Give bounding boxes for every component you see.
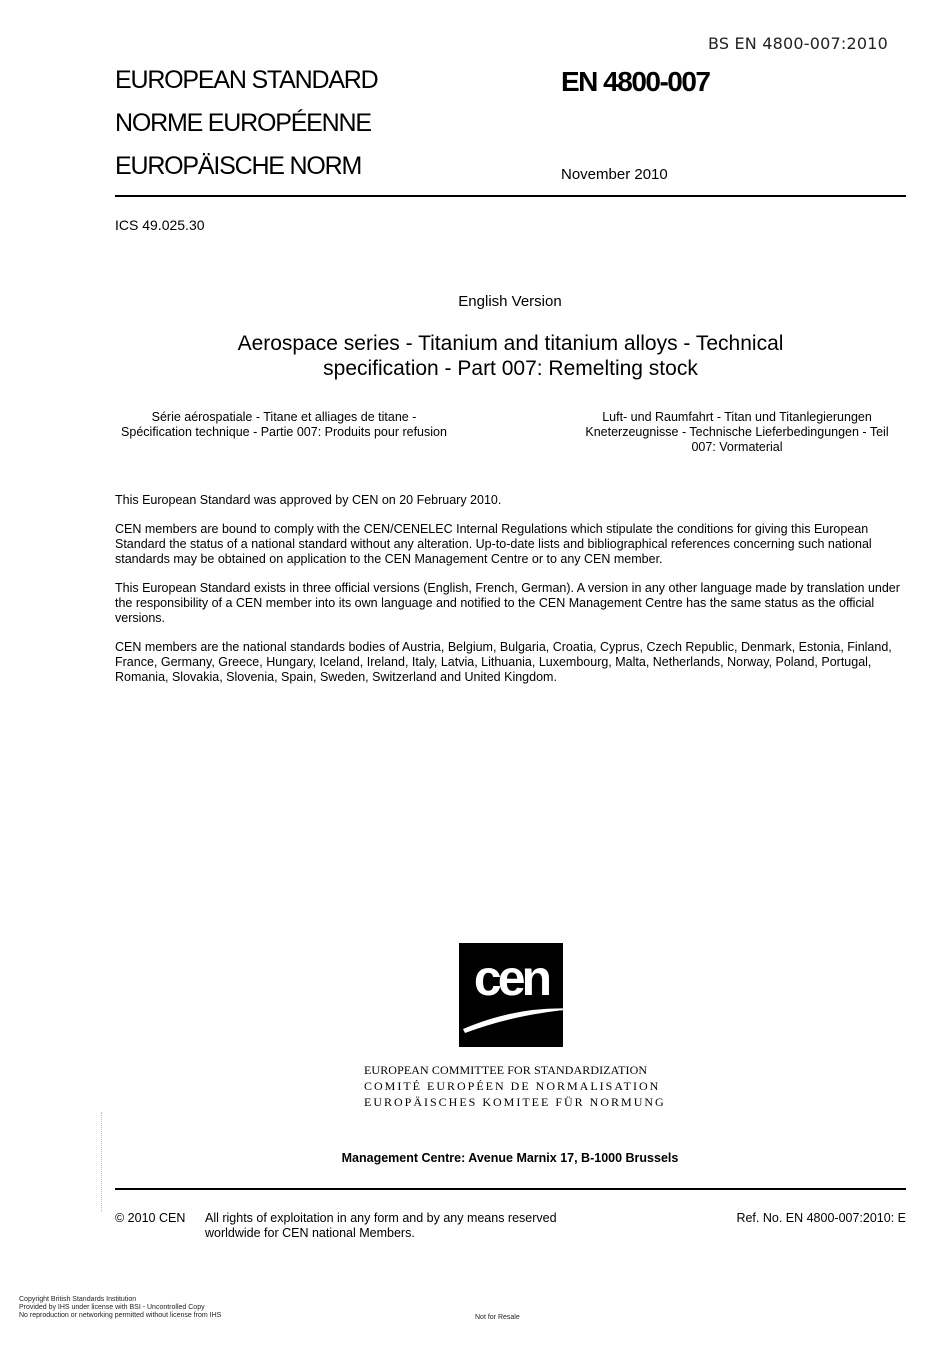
french-title xyxy=(112,410,456,440)
rights-statement xyxy=(205,1211,625,1241)
rights-line: worldwide for CEN national Members. xyxy=(205,1226,415,1240)
footer-line: Provided by IHS under license with BSI - Uncontrolled Copy xyxy=(19,1304,205,1311)
compliance-paragraph: CEN members are bound to comply with the CEN/CENELEC Internal Regulations which stipulate the conditions for giving this European Standard the status of a national standard without any alteration. Up-to-date lists and bibliographical references concerning such national standards may be obtained on application to the CEN Management Centre or to any CEN member. xyxy=(115,522,872,566)
publication-date: November 2010 xyxy=(561,166,668,183)
ics-code: ICS 49.025.30 xyxy=(115,217,205,233)
cen-logo-text: cen xyxy=(473,950,549,1006)
standard-number: EN 4800-007 xyxy=(561,66,710,97)
members-paragraph: CEN members are the national standards bodies of Austria, Belgium, Bulgaria, Croatia, Cyprus, Czech Republic, Denmark, Estonia, Finland, France, Germany, Greece, Hungary, Iceland, Ireland, Italy, Latvia, Lithuania, Luxembourg, Malta, Netherlands, Norway, Poland, Portugal, Romania, Slovakia, Slovenia, Spain, Sweden, Switzerland and United Kingdom. xyxy=(115,640,892,684)
version-label: English Version xyxy=(458,293,562,310)
french-title-line: Spécification technique - Partie 007: Produits pour refusion xyxy=(121,425,447,439)
copyright-notice: © 2010 CEN xyxy=(115,1211,186,1225)
cen-logo xyxy=(459,943,579,1058)
standard-name-en: EUROPEAN STANDARD xyxy=(115,66,378,94)
cen-committee-names xyxy=(364,1062,666,1110)
standard-name-de: EUROPÄISCHE NORM xyxy=(115,152,362,180)
footer-divider xyxy=(115,1188,906,1190)
footer-line: Copyright British Standards Institution xyxy=(19,1296,137,1303)
german-title-line: 007: Vormaterial xyxy=(691,440,783,454)
committee-name-de: EUROPÄISCHES KOMITEE FÜR NORMUNG xyxy=(364,1095,666,1109)
cen-logo-icon xyxy=(459,943,579,1053)
german-title-line: Kneterzeugnisse - Technische Lieferbedingungen - Teil xyxy=(585,425,889,439)
standard-name-fr: NORME EUROPÉENNE xyxy=(115,109,371,137)
document-title xyxy=(115,331,906,381)
german-title-line: Luft- und Raumfahrt - Titan und Titanlegierungen xyxy=(602,410,872,424)
title-line-1: Aerospace series - Titanium and titanium alloys - Technical xyxy=(237,332,784,355)
reference-number: Ref. No. EN 4800-007:2010: E xyxy=(736,1211,906,1225)
committee-name-en: EUROPEAN COMMITTEE FOR STANDARDIZATION xyxy=(364,1063,648,1077)
license-footer xyxy=(19,1296,221,1320)
french-title-line: Série aérospatiale - Titane et alliages de titane - xyxy=(151,410,417,424)
german-title xyxy=(566,410,908,455)
versions-paragraph: This European Standard exists in three official versions (English, French, German). A version in any other language made by translation under the responsibility of a CEN member into its own language and notified to the CEN Management Centre has the same status as the official versions. xyxy=(115,581,900,625)
rights-line: All rights of exploitation in any form and by any means reserved xyxy=(205,1211,557,1225)
title-line-2: specification - Part 007: Remelting stock xyxy=(323,357,698,380)
committee-name-fr: COMITÉ EUROPÉEN DE NORMALISATION xyxy=(364,1079,661,1093)
not-for-resale: Not for Resale xyxy=(475,1314,520,1321)
header-divider xyxy=(115,195,906,197)
approval-paragraph: This European Standard was approved by CEN on 20 February 2010. xyxy=(115,493,502,507)
footer-line: No reproduction or networking permitted without license from IHS xyxy=(19,1312,222,1319)
management-centre: Management Centre: Avenue Marnix 17, B-1000 Brussels xyxy=(341,1151,679,1165)
body-text xyxy=(115,493,906,699)
bs-reference: BS EN 4800-007:2010 xyxy=(707,34,888,53)
